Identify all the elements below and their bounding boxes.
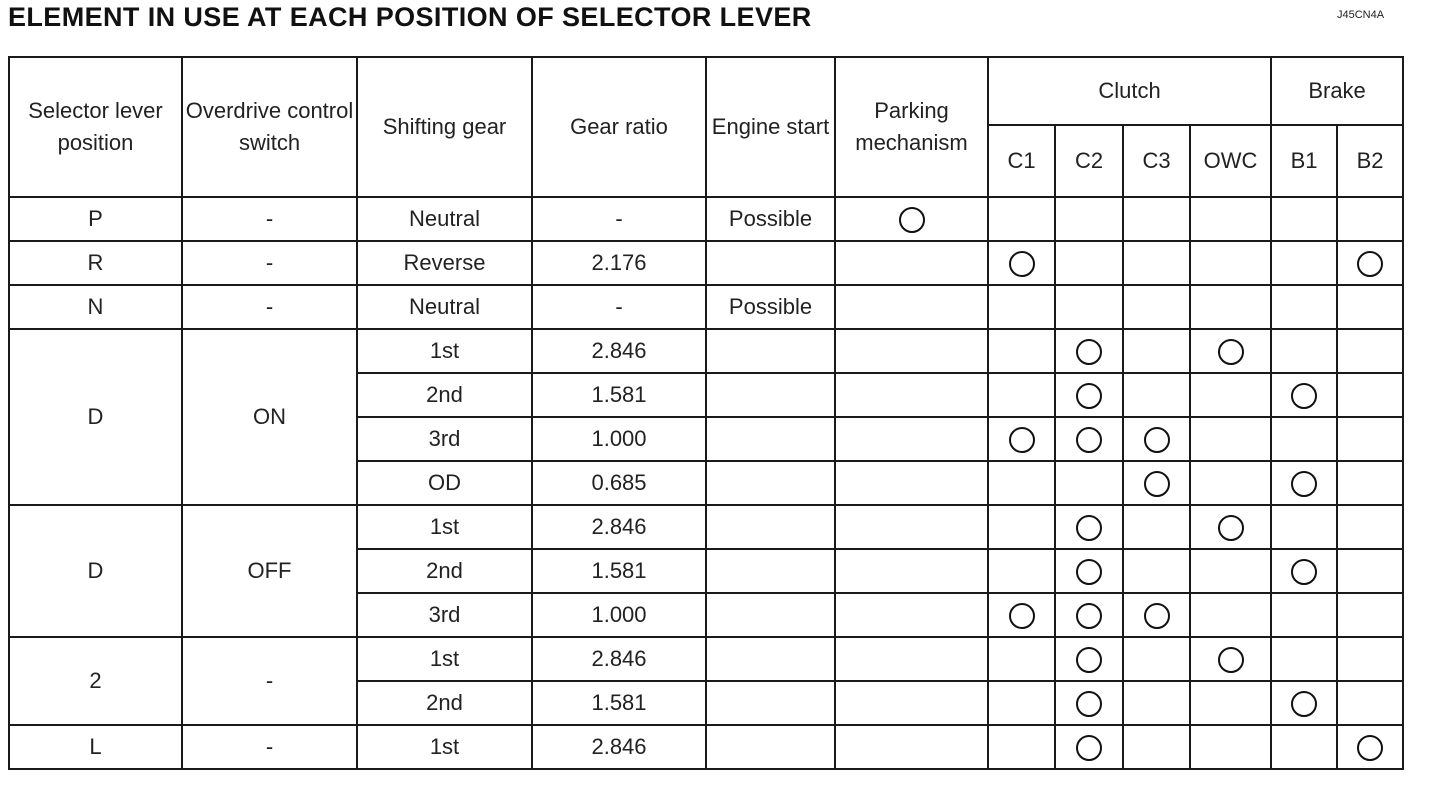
cell-c3 [1123,285,1190,329]
cell-shifting-gear: 2nd [357,549,532,593]
cell-c2 [1055,461,1123,505]
cell-engine-start [706,461,835,505]
cell-c2 [1055,197,1123,241]
cell-c1 [988,285,1055,329]
cell-gear-ratio: 0.685 [532,461,706,505]
cell-c1 [988,417,1055,461]
cell-c2 [1055,241,1123,285]
header-parking-mechanism: Parking mechanism [835,57,988,197]
cell-owc [1190,197,1271,241]
cell-c3 [1123,417,1190,461]
cell-c3 [1123,505,1190,549]
cell-owc [1190,505,1271,549]
cell-owc [1190,637,1271,681]
cell-owc [1190,725,1271,769]
figure-code: J45CN4A [1337,9,1385,21]
cell-engine-start [706,549,835,593]
cell-selector-position: D [9,329,182,505]
cell-engine-start [706,373,835,417]
cell-c1 [988,197,1055,241]
header-b2: B2 [1337,125,1403,197]
cell-engine-start: Possible [706,285,835,329]
cell-c2 [1055,549,1123,593]
cell-shifting-gear: 1st [357,725,532,769]
cell-gear-ratio: 2.846 [532,637,706,681]
cell-b2 [1337,329,1403,373]
header-b1: B1 [1271,125,1337,197]
header-clutch: Clutch [988,57,1271,125]
cell-shifting-gear: 2nd [357,373,532,417]
cell-c1 [988,241,1055,285]
cell-shifting-gear: 3rd [357,417,532,461]
table-row [9,241,1403,285]
engaged-circle-icon [1076,383,1102,409]
cell-owc [1190,241,1271,285]
cell-parking-mechanism [835,681,988,725]
cell-parking-mechanism [835,329,988,373]
header-overdrive-control-switch: Overdrive control switch [182,57,357,197]
cell-parking-mechanism [835,197,988,241]
cell-gear-ratio: 1.581 [532,549,706,593]
cell-gear-ratio: 2.846 [532,725,706,769]
cell-overdrive-switch: OFF [182,505,357,637]
cell-overdrive-switch: - [182,285,357,329]
cell-b1 [1271,725,1337,769]
header-row-main [9,57,1403,125]
cell-c3 [1123,241,1190,285]
engaged-circle-icon [1144,427,1170,453]
cell-engine-start: Possible [706,197,835,241]
cell-b2 [1337,725,1403,769]
cell-shifting-gear: 2nd [357,681,532,725]
cell-owc [1190,461,1271,505]
cell-b1 [1271,593,1337,637]
engaged-circle-icon [1076,735,1102,761]
cell-owc [1190,549,1271,593]
cell-selector-position: D [9,505,182,637]
cell-selector-position: L [9,725,182,769]
engaged-circle-icon [1076,603,1102,629]
cell-c2 [1055,637,1123,681]
table-row [9,637,1403,681]
engaged-circle-icon [1144,471,1170,497]
header-c2: C2 [1055,125,1123,197]
cell-c3 [1123,725,1190,769]
engaged-circle-icon [1009,251,1035,277]
cell-c2 [1055,373,1123,417]
page-title: ELEMENT IN USE AT EACH POSITION OF SELECTOR LEVER [8,2,812,32]
cell-c3 [1123,461,1190,505]
cell-parking-mechanism [835,417,988,461]
cell-c1 [988,373,1055,417]
cell-owc [1190,329,1271,373]
cell-c1 [988,725,1055,769]
engaged-circle-icon [1291,559,1317,585]
cell-parking-mechanism [835,725,988,769]
cell-c3 [1123,593,1190,637]
cell-shifting-gear: Reverse [357,241,532,285]
cell-engine-start [706,681,835,725]
cell-b1 [1271,637,1337,681]
cell-b1 [1271,285,1337,329]
cell-gear-ratio: - [532,197,706,241]
header-c3: C3 [1123,125,1190,197]
cell-b2 [1337,197,1403,241]
cell-b2 [1337,681,1403,725]
cell-engine-start [706,417,835,461]
cell-b2 [1337,285,1403,329]
cell-c1 [988,637,1055,681]
cell-c3 [1123,197,1190,241]
cell-b1 [1271,241,1337,285]
cell-gear-ratio: 2.846 [532,505,706,549]
cell-c2 [1055,417,1123,461]
engaged-circle-icon [1009,603,1035,629]
engaged-circle-icon [1291,383,1317,409]
cell-engine-start [706,593,835,637]
cell-b1 [1271,197,1337,241]
cell-c2 [1055,285,1123,329]
cell-engine-start [706,725,835,769]
cell-b2 [1337,637,1403,681]
header-brake: Brake [1271,57,1403,125]
cell-b2 [1337,373,1403,417]
cell-parking-mechanism [835,637,988,681]
engaged-circle-icon [1291,691,1317,717]
cell-shifting-gear: 1st [357,505,532,549]
cell-c2 [1055,593,1123,637]
engaged-circle-icon [1357,251,1383,277]
cell-gear-ratio: 1.581 [532,373,706,417]
cell-b2 [1337,505,1403,549]
cell-shifting-gear: OD [357,461,532,505]
cell-c1 [988,549,1055,593]
cell-c1 [988,461,1055,505]
cell-gear-ratio: 2.176 [532,241,706,285]
cell-parking-mechanism [835,373,988,417]
table-row [9,725,1403,769]
cell-shifting-gear: 3rd [357,593,532,637]
header-owc: OWC [1190,125,1271,197]
cell-parking-mechanism [835,241,988,285]
cell-c1 [988,329,1055,373]
table-row [9,285,1403,329]
cell-c2 [1055,329,1123,373]
engaged-circle-icon [1076,647,1102,673]
engaged-circle-icon [1218,339,1244,365]
cell-parking-mechanism [835,461,988,505]
cell-c2 [1055,681,1123,725]
engaged-circle-icon [1076,339,1102,365]
cell-parking-mechanism [835,549,988,593]
cell-parking-mechanism [835,505,988,549]
cell-selector-position: N [9,285,182,329]
cell-c3 [1123,329,1190,373]
cell-owc [1190,285,1271,329]
table-body [9,197,1403,769]
cell-engine-start [706,505,835,549]
cell-overdrive-switch: ON [182,329,357,505]
table-row [9,505,1403,549]
cell-b1 [1271,681,1337,725]
cell-overdrive-switch: - [182,197,357,241]
engaged-circle-icon [1076,559,1102,585]
cell-gear-ratio: 1.581 [532,681,706,725]
header-engine-start: Engine start [706,57,835,197]
cell-c2 [1055,505,1123,549]
cell-owc [1190,593,1271,637]
engaged-circle-icon [1144,603,1170,629]
cell-parking-mechanism [835,285,988,329]
cell-b2 [1337,549,1403,593]
header-shifting-gear: Shifting gear [357,57,532,197]
cell-shifting-gear: Neutral [357,197,532,241]
engaged-circle-icon [1218,515,1244,541]
engaged-circle-icon [1291,471,1317,497]
engaged-circle-icon [1076,515,1102,541]
cell-shifting-gear: Neutral [357,285,532,329]
cell-engine-start [706,637,835,681]
cell-b2 [1337,417,1403,461]
cell-b2 [1337,241,1403,285]
cell-selector-position: R [9,241,182,285]
cell-owc [1190,681,1271,725]
cell-selector-position: P [9,197,182,241]
engaged-circle-icon [1009,427,1035,453]
header-c1: C1 [988,125,1055,197]
cell-owc [1190,373,1271,417]
cell-gear-ratio: - [532,285,706,329]
cell-c3 [1123,549,1190,593]
cell-b1 [1271,417,1337,461]
engaged-circle-icon [1076,427,1102,453]
cell-engine-start [706,329,835,373]
header-gear-ratio: Gear ratio [532,57,706,197]
cell-owc [1190,417,1271,461]
engaged-circle-icon [899,207,925,233]
cell-b2 [1337,461,1403,505]
cell-c1 [988,505,1055,549]
engaged-circle-icon [1076,691,1102,717]
cell-b1 [1271,329,1337,373]
cell-c3 [1123,373,1190,417]
engaged-circle-icon [1218,647,1244,673]
cell-b1 [1271,505,1337,549]
cell-shifting-gear: 1st [357,329,532,373]
cell-gear-ratio: 2.846 [532,329,706,373]
cell-b2 [1337,593,1403,637]
cell-c3 [1123,681,1190,725]
cell-gear-ratio: 1.000 [532,417,706,461]
selector-lever-element-table [8,56,1404,770]
cell-c2 [1055,725,1123,769]
header-selector-lever-position: Selector lever position [9,57,182,197]
cell-c1 [988,593,1055,637]
table-row [9,329,1403,373]
cell-engine-start [706,241,835,285]
table-row [9,197,1403,241]
cell-overdrive-switch: - [182,637,357,725]
cell-overdrive-switch: - [182,725,357,769]
cell-b1 [1271,549,1337,593]
cell-overdrive-switch: - [182,241,357,285]
cell-c1 [988,681,1055,725]
cell-selector-position: 2 [9,637,182,725]
cell-c3 [1123,637,1190,681]
cell-b1 [1271,461,1337,505]
cell-parking-mechanism [835,593,988,637]
cell-shifting-gear: 1st [357,637,532,681]
cell-b1 [1271,373,1337,417]
engaged-circle-icon [1357,735,1383,761]
cell-gear-ratio: 1.000 [532,593,706,637]
